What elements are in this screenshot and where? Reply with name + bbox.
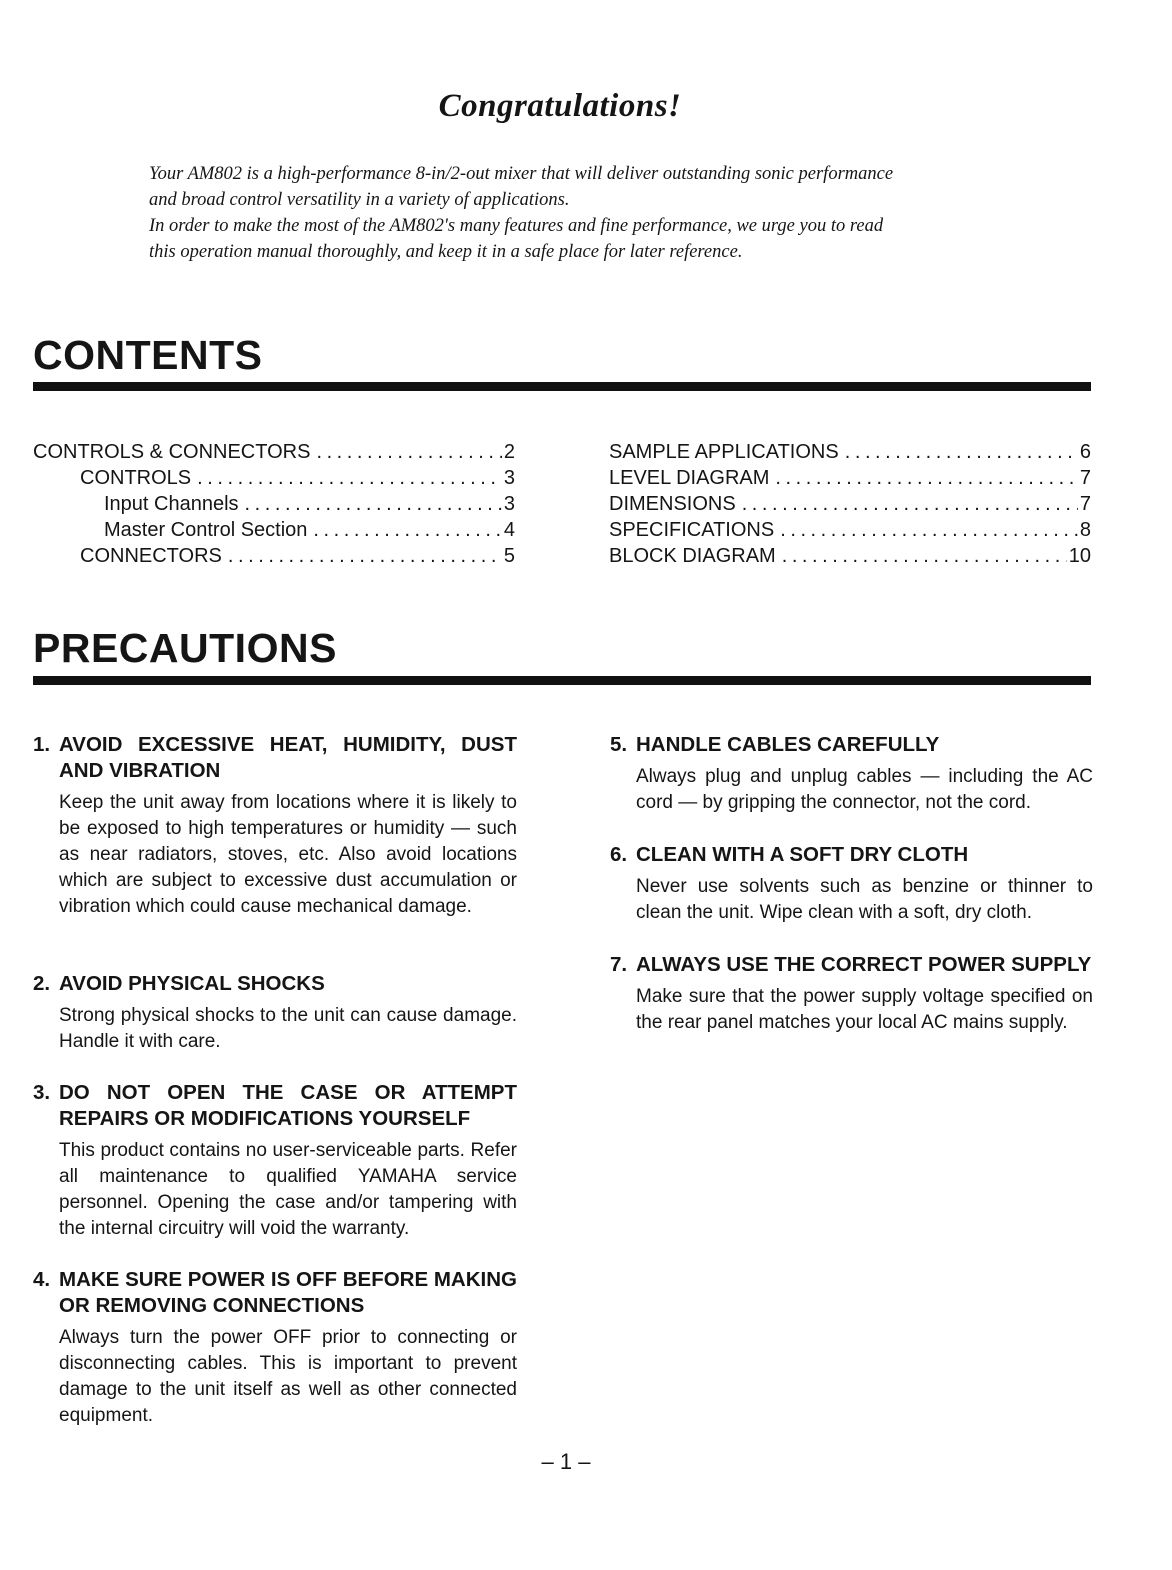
precautions-rule: [33, 676, 1091, 685]
toc-entry[interactable]: [33, 491, 515, 517]
precaution-body: Strong physical shocks to the unit can cause damage. Handle it with care.: [59, 1005, 517, 1052]
precaution-title-text: AVOID EXCESSIVE HEAT, HUMIDITY, DUST AND VIBRATION: [59, 733, 517, 782]
toc-entry[interactable]: [33, 543, 515, 569]
precaution-item: [610, 732, 1093, 816]
precaution-title: [33, 1267, 517, 1319]
toc-leader-dots: [228, 543, 502, 569]
toc-entry-label: SAMPLE APPLICATIONS: [609, 441, 839, 463]
precaution-body: Always plug and unplug cables — including the AC cord — by gripping the connector, not the cord.: [636, 766, 1093, 813]
toc-entry-label: DIMENSIONS: [609, 493, 736, 515]
precaution-item: [33, 971, 517, 1055]
precaution-item: [33, 1080, 517, 1242]
precaution-item: [33, 1267, 517, 1429]
toc-leader-dots: [775, 465, 1077, 491]
precaution-number: 3.: [33, 1081, 51, 1104]
toc-leader-dots: [313, 517, 501, 543]
toc-entry[interactable]: [33, 439, 515, 465]
toc-leader-dots: [780, 517, 1078, 543]
precaution-body: Keep the unit away from locations where it is likely to be exposed to high temperatures or humidity — such as near radiators, stoves, etc. Also avoid locations which are subject to excessive dust accumulation or vibration which could cause mechanical damage.: [59, 792, 517, 917]
precautions-heading: PRECAUTIONS: [33, 625, 337, 671]
toc-entry-label: CONTROLS: [80, 467, 192, 489]
precaution-title-text: HANDLE CABLES CAREFULLY: [636, 733, 940, 756]
toc-leader-dots: [316, 439, 501, 465]
precaution-body: Make sure that the power supply voltage specified on the rear panel matches your local AC mains supply.: [636, 986, 1093, 1033]
toc-leader-dots: [782, 543, 1067, 569]
precaution-body: Never use solvents such as benzine or thinner to clean the unit. Wipe clean with a soft, dry cloth.: [636, 876, 1093, 923]
precautions-right-column: [610, 732, 1093, 1132]
toc-entry-label: Input Channels: [104, 493, 239, 515]
toc-entry-page: 10: [1068, 545, 1091, 567]
precaution-title-text: ALWAYS USE THE CORRECT POWER SUPPLY: [636, 953, 1092, 976]
contents-heading: CONTENTS: [33, 332, 263, 378]
toc-entry-page: 2: [503, 441, 515, 463]
precaution-title: [610, 732, 1093, 758]
precaution-number: 6.: [610, 843, 628, 866]
toc-right-column: [609, 439, 1091, 569]
precaution-body: This product contains no user-serviceable parts. Refer all maintenance to qualified YAMAHA service personnel. Opening the case and/or tampering with the internal circuitry will void the warranty.: [59, 1140, 517, 1239]
intro-line: this operation manual thoroughly, and keep it in a safe place for later reference.: [149, 242, 743, 262]
toc-entry-page: 8: [1079, 519, 1091, 541]
toc-entry-label: Master Control Section: [104, 519, 308, 541]
intro-line: In order to make the most of the AM802's many features and fine performance, we urge you to read: [149, 216, 884, 236]
toc-entry-page: 4: [503, 519, 515, 541]
precaution-item: [33, 732, 517, 920]
intro-line: and broad control versatility in a variety of applications.: [149, 190, 570, 210]
precautions-left-column: [33, 732, 517, 1452]
precaution-title: [33, 732, 517, 784]
contents-rule: [33, 382, 1091, 391]
toc-entry-label: LEVEL DIAGRAM: [609, 467, 770, 489]
toc-entry-page: 3: [503, 467, 515, 489]
toc-entry[interactable]: [609, 439, 1091, 465]
precaution-title: [33, 1080, 517, 1132]
toc-entry-label: CONTROLS & CONNECTORS: [33, 441, 311, 463]
toc-entry-page: 5: [503, 545, 515, 567]
precaution-title: [610, 952, 1093, 978]
toc-entry-page: 3: [503, 493, 515, 515]
toc-entry[interactable]: [33, 517, 515, 543]
toc-left-column: [33, 439, 515, 569]
toc-leader-dots: [197, 465, 502, 491]
toc-entry-page: 7: [1079, 467, 1091, 489]
toc-leader-dots: [245, 491, 502, 517]
precaution-title-text: MAKE SURE POWER IS OFF BEFORE MAKING OR REMOVING CONNECTIONS: [59, 1268, 517, 1317]
toc-leader-dots: [742, 491, 1078, 517]
precaution-number: 4.: [33, 1268, 51, 1291]
precaution-number: 5.: [610, 733, 628, 756]
congratulations-title: Congratulations!: [438, 88, 682, 124]
precaution-title-text: AVOID PHYSICAL SHOCKS: [59, 972, 325, 995]
precaution-title-text: DO NOT OPEN THE CASE OR ATTEMPT REPAIRS OR MODIFICATIONS YOURSELF: [59, 1081, 517, 1130]
page-number: – 1 –: [541, 1449, 591, 1474]
toc-entry[interactable]: [609, 517, 1091, 543]
toc-entry-label: BLOCK DIAGRAM: [609, 545, 776, 567]
toc-leader-dots: [845, 439, 1078, 465]
precaution-item: [610, 952, 1093, 1036]
precaution-number: 2.: [33, 972, 51, 995]
precaution-title: [33, 971, 517, 997]
precaution-item: [610, 842, 1093, 926]
precaution-title-text: CLEAN WITH A SOFT DRY CLOTH: [636, 843, 969, 866]
intro-line: Your AM802 is a high-performance 8-in/2-out mixer that will deliver outstanding sonic performance: [149, 164, 894, 184]
toc-entry-label: CONNECTORS: [80, 545, 222, 567]
precaution-body: Always turn the power OFF prior to connecting or disconnecting cables. This is important to prevent damage to the unit itself as well as other connected equipment.: [59, 1327, 517, 1426]
toc-entry[interactable]: [609, 543, 1091, 569]
toc-entry-page: 6: [1079, 441, 1091, 463]
toc-entry[interactable]: [33, 465, 515, 491]
precaution-number: 7.: [610, 953, 628, 976]
toc-entry[interactable]: [609, 465, 1091, 491]
intro-text: [149, 161, 989, 265]
toc-entry-label: SPECIFICATIONS: [609, 519, 775, 541]
precaution-number: 1.: [33, 733, 51, 756]
toc-entry-page: 7: [1079, 493, 1091, 515]
toc-entry[interactable]: [609, 491, 1091, 517]
precaution-title: [610, 842, 1093, 868]
